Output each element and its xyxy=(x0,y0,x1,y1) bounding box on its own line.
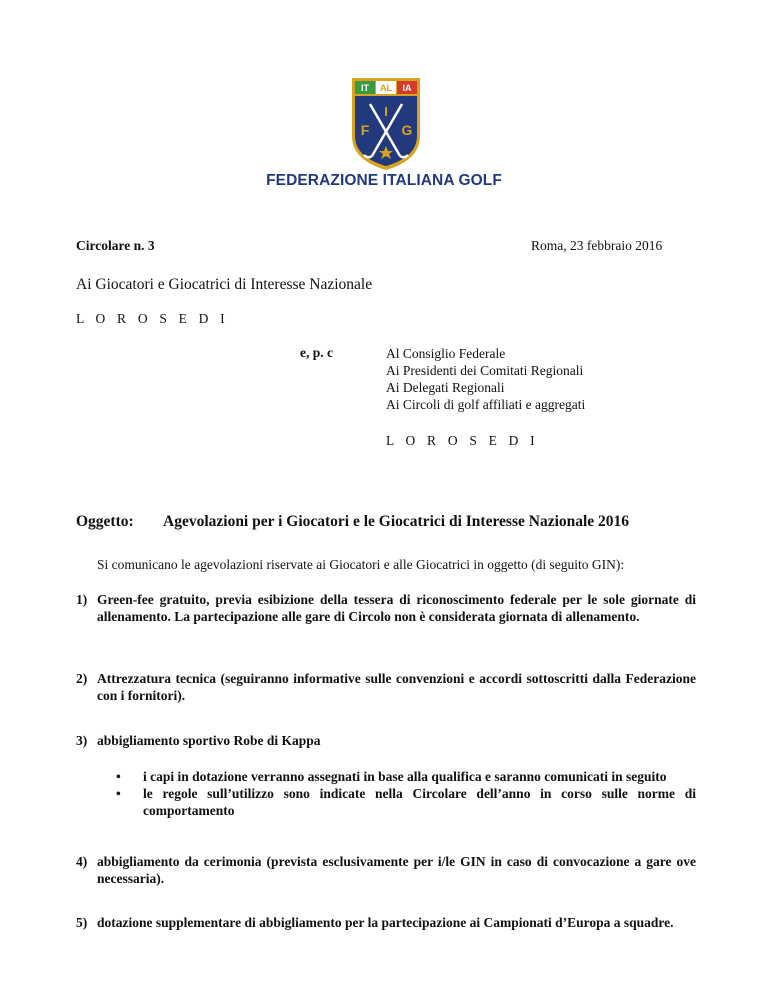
cc-recipient: Ai Delegati Regionali xyxy=(386,380,505,395)
logo-letter-f: F xyxy=(360,122,370,138)
list-item xyxy=(76,914,696,931)
logo-text-al: AL xyxy=(380,83,392,93)
subject: Agevolazioni per i Giocatori e le Giocatrici di Interesse Nazionale 2016 xyxy=(163,513,630,530)
cc-recipient: Al Consiglio Federale xyxy=(386,346,506,361)
bullet-item xyxy=(116,768,696,785)
item-text: dotazione supplementare di abbigliamento per la partecipazione ai Campionati d’Europa a squadre. xyxy=(97,915,674,930)
cc-location: L O R O S E D I xyxy=(386,433,539,448)
logo-text-ia: IA xyxy=(402,83,412,93)
list-item xyxy=(76,591,696,625)
bullet-item xyxy=(116,785,696,819)
logo-text-it: IT xyxy=(361,83,369,93)
cc-recipient: Ai Circoli di golf affiliati e aggregati xyxy=(386,397,586,412)
circular-number: Circolare n. 3 xyxy=(76,238,155,253)
subject-label: Oggetto: xyxy=(76,513,134,530)
bullet-icon: • xyxy=(116,769,121,784)
item-number: 2) xyxy=(76,671,88,686)
logo-letter-g: G xyxy=(401,122,413,138)
intro-text: Si comunicano le agevolazioni riservate ai Giocatori e alle Giocatrici in oggetto (di seguito GIN): xyxy=(97,557,625,572)
cc-label: e, p. c xyxy=(300,345,333,360)
bullet-text: i capi in dotazione verranno assegnati in base alla qualifica e saranno comunicati in seguito xyxy=(143,769,667,784)
item-text: abbigliamento da cerimonia (prevista esclusivamente per i/le GIN in caso di convocazione a gare ove necessaria). xyxy=(97,854,696,886)
bullet-list xyxy=(116,768,696,819)
item-number: 5) xyxy=(76,915,88,930)
place-date: Roma, 23 febbraio 2016 xyxy=(531,238,663,253)
item-text: Attrezzatura tecnica (seguiranno informative sulle convenzioni e accordi sottoscritti dalla Federazione con i fornitori). xyxy=(97,671,696,703)
item-text: Green-fee gratuito, previa esibizione della tessera di riconoscimento federale per le sole giornate di allenamento. La partecipazione alle gare di Circolo non è considerata giornata di allenamento. xyxy=(97,592,696,624)
item-number: 1) xyxy=(76,592,88,607)
bullet-icon: • xyxy=(116,786,121,801)
list-item xyxy=(76,853,696,887)
item-number: 4) xyxy=(76,854,88,869)
list-item xyxy=(76,670,696,704)
cc-recipient-list xyxy=(386,345,585,413)
recipient-location: L O R O S E D I xyxy=(76,311,229,326)
item-number: 3) xyxy=(76,733,88,748)
cc-recipient: Ai Presidenti dei Comitati Regionali xyxy=(386,363,584,378)
item-text: abbigliamento sportivo Robe di Kappa xyxy=(97,733,321,748)
organization-name: FEDERAZIONE ITALIANA GOLF xyxy=(266,172,502,189)
list-item xyxy=(76,732,696,749)
bullet-text: le regole sull’utilizzo sono indicate nella Circolare dell’anno in corso sulle norme di comportamento xyxy=(143,786,696,818)
logo-letter-i: I xyxy=(384,104,388,119)
recipient: Ai Giocatori e Giocatrici di Interesse Nazionale xyxy=(76,276,373,293)
fig-logo xyxy=(350,76,422,172)
